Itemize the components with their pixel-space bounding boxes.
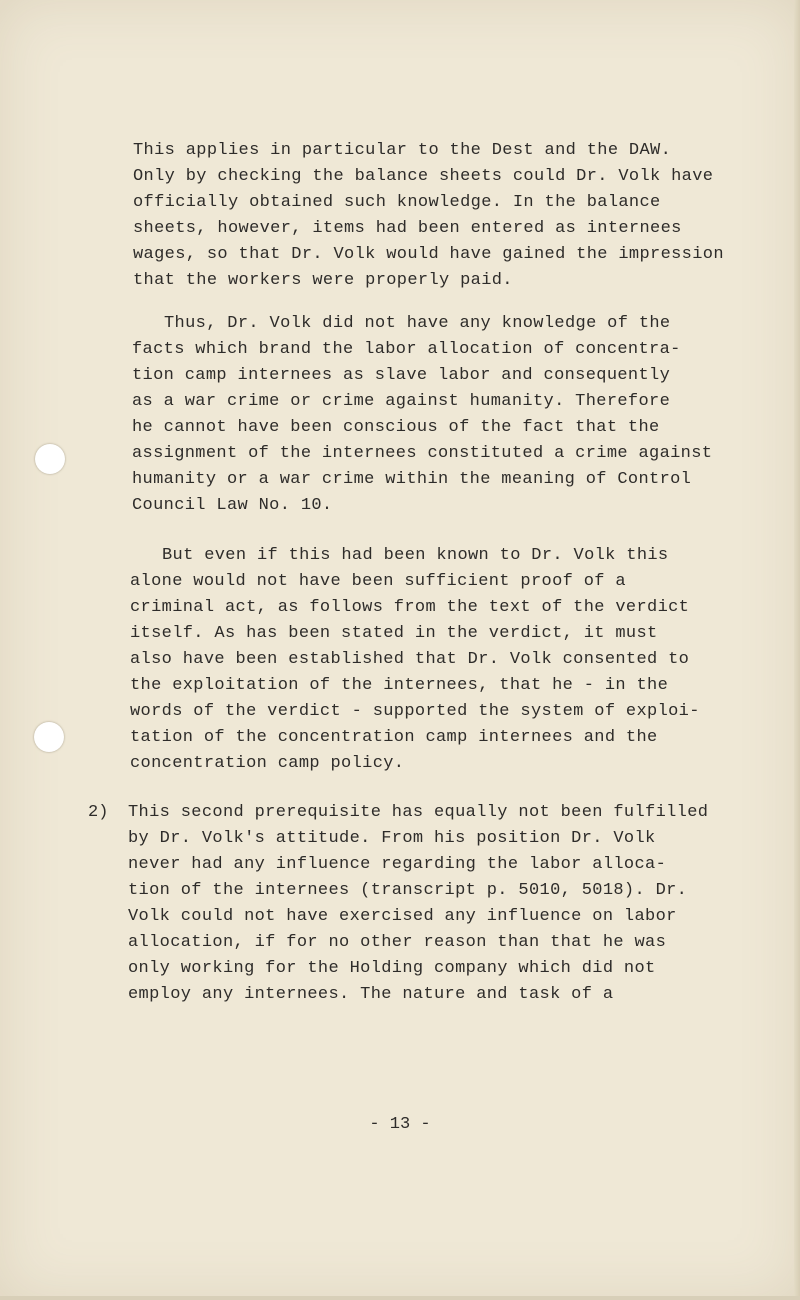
- paragraph-3-line: concentration camp policy.: [130, 754, 405, 773]
- paragraph-2-line: facts which brand the labor allocation of concentra-: [132, 340, 681, 359]
- paragraph-4-line: This second prerequisite has equally not been fulfilled: [128, 803, 709, 822]
- paragraph-1-line: wages, so that Dr. Volk would have gained the impression: [133, 245, 724, 264]
- paragraph-2-line: Thus, Dr. Volk did not have any knowledge of the: [164, 314, 671, 333]
- paragraph-2-line: he cannot have been conscious of the fact that the: [132, 418, 660, 437]
- paragraph-2-line: assignment of the internees constituted a crime against: [132, 444, 713, 463]
- paragraph-1-line: that the workers were properly paid.: [133, 271, 513, 290]
- paragraph-1-line: Only by checking the balance sheets could Dr. Volk have: [133, 167, 714, 186]
- paragraph-3-line: alone would not have been sufficient proof of a: [130, 572, 626, 591]
- paper-edge-bottom: [0, 1296, 800, 1300]
- paragraph-3-line: words of the verdict - supported the system of exploi-: [130, 702, 700, 721]
- paper-edge-right: [794, 0, 800, 1300]
- page-number: - 13 -: [369, 1115, 431, 1134]
- paragraph-4-line: by Dr. Volk's attitude. From his position Dr. Volk: [128, 829, 656, 848]
- paragraph-4-line: tion of the internees (transcript p. 5010, 5018). Dr.: [128, 881, 688, 900]
- paragraph-4-line: allocation, if for no other reason than that he was: [128, 933, 667, 952]
- paragraph-3-line: the exploitation of the internees, that he - in the: [130, 676, 669, 695]
- paragraph-2-line: humanity or a war crime within the meaning of Control: [132, 470, 692, 489]
- paragraph-1-line: officially obtained such knowledge. In the balance: [133, 193, 661, 212]
- paragraph-3-line: also have been established that Dr. Volk consented to: [130, 650, 690, 669]
- paragraph-3-line: But even if this had been known to Dr. Volk this: [162, 546, 669, 565]
- paragraph-3-line: criminal act, as follows from the text of the verdict: [130, 598, 690, 617]
- paragraph-2-line: as a war crime or crime against humanity. Therefore: [132, 392, 671, 411]
- paragraph-2-line: Council Law No. 10.: [132, 496, 333, 515]
- paragraph-3-line: itself. As has been stated in the verdict, it must: [130, 624, 658, 643]
- item-number: 2): [88, 803, 109, 822]
- paragraph-4-line: Volk could not have exercised any influence on labor: [128, 907, 677, 926]
- paragraph-4-line: never had any influence regarding the labor alloca-: [128, 855, 667, 874]
- paragraph-3-line: tation of the concentration camp internees and the: [130, 728, 658, 747]
- punch-hole-icon: [35, 444, 65, 474]
- paragraph-2-line: tion camp internees as slave labor and consequently: [132, 366, 671, 385]
- paragraph-1-line: sheets, however, items had been entered as internees: [133, 219, 682, 238]
- punch-hole-icon: [34, 722, 64, 752]
- paragraph-1-line: This applies in particular to the Dest and the DAW.: [133, 141, 672, 160]
- paragraph-4-line: only working for the Holding company which did not: [128, 959, 656, 978]
- paragraph-4-line: employ any internees. The nature and task of a: [128, 985, 614, 1004]
